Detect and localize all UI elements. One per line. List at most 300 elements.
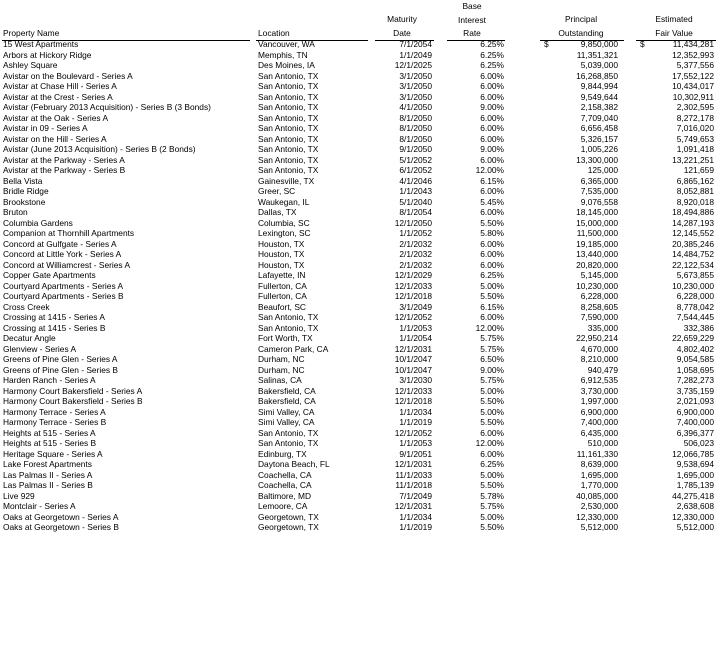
property-name-cell: Brookstone: [3, 196, 46, 207]
table-row: [0, 480, 720, 491]
interest-rate-cell: 5.50%: [480, 291, 504, 301]
maturity-date-cell: 10/1/2047: [394, 364, 432, 375]
maturity-date-cell: 2/1/2032: [399, 249, 432, 259]
principal-cell: 8,639,000: [580, 459, 618, 469]
maturity-date-cell: 8/1/2050: [399, 133, 432, 144]
maturity-date-cell: 1/1/2054: [399, 333, 432, 343]
header-principal-line1: Principal: [564, 14, 598, 24]
location-cell: Fort Worth, TX: [258, 333, 313, 343]
interest-rate-cell: 5.50%: [480, 396, 504, 406]
fair-value-cell: 6,396,377: [676, 427, 714, 438]
property-name-cell: Decatur Angle: [3, 333, 56, 343]
fair-value-cell: 12,330,000: [672, 511, 714, 522]
interest-rate-cell: 5.50%: [480, 417, 504, 427]
principal-cell: 8,258,605: [580, 301, 618, 312]
location-cell: Simi Valley, CA: [258, 406, 315, 417]
maturity-date-cell: 9/1/2051: [399, 448, 432, 459]
table-row: [0, 522, 720, 533]
table-row: [0, 417, 720, 428]
table-row: [0, 102, 720, 113]
header-property-name: Property Name: [3, 28, 60, 38]
fair-value-cell: 6,228,000: [676, 291, 714, 301]
maturity-date-cell: 5/1/2052: [399, 154, 432, 165]
principal-cell: 4,670,000: [580, 343, 618, 354]
location-cell: San Antonio, TX: [258, 154, 319, 165]
interest-rate-cell: 6.25%: [480, 39, 504, 49]
principal-cell: 6,435,000: [580, 427, 618, 438]
location-cell: Lafayette, IN: [258, 270, 306, 280]
table-row: [0, 281, 720, 292]
maturity-date-cell: 1/1/2049: [399, 49, 432, 60]
property-name-cell: Courtyard Apartments - Series A: [3, 280, 124, 291]
interest-rate-cell: 9.00%: [480, 364, 504, 375]
location-cell: Coachella, CA: [258, 480, 312, 490]
principal-cell: 9,549,644: [580, 91, 618, 102]
header-location: Location: [258, 28, 290, 38]
fair-value-cell: 5,377,556: [676, 60, 714, 70]
table-row: [0, 123, 720, 134]
principal-cell: 6,912,535: [580, 375, 618, 385]
interest-rate-cell: 6.00%: [480, 154, 504, 165]
property-name-cell: Harmony Terrace - Series B: [3, 417, 107, 427]
table-row: [0, 449, 720, 460]
property-name-cell: Concord at Williamcrest - Series A: [3, 259, 131, 270]
interest-rate-cell: 6.00%: [480, 238, 504, 249]
property-name-cell: Las Palmas II - Series A: [3, 469, 93, 480]
location-cell: San Antonio, TX: [258, 322, 319, 333]
table-row: [0, 270, 720, 281]
maturity-date-cell: 12/1/2031: [394, 343, 432, 354]
property-name-cell: Oaks at Georgetown - Series A: [3, 511, 119, 522]
fair-value-cell: 12,352,993: [672, 49, 714, 60]
location-cell: Cameron Park, CA: [258, 343, 329, 354]
table-row: [0, 165, 720, 176]
maturity-date-cell: 12/1/2052: [394, 312, 432, 322]
fair-value-cell: 13,221,251: [672, 154, 714, 165]
fair-value-cell: 7,400,000: [676, 417, 714, 427]
fair-value-cell: 18,494,886: [672, 207, 714, 217]
principal-cell: 6,656,458: [580, 123, 618, 133]
table-row: [0, 407, 720, 418]
location-cell: San Antonio, TX: [258, 112, 319, 123]
maturity-date-cell: 12/1/2031: [394, 459, 432, 469]
location-cell: Beaufort, SC: [258, 301, 306, 312]
property-name-cell: Montclair - Series A: [3, 501, 76, 511]
maturity-date-cell: 12/1/2052: [394, 427, 432, 438]
maturity-date-cell: 1/1/2053: [399, 438, 432, 448]
interest-rate-cell: 5.00%: [480, 469, 504, 480]
location-cell: San Antonio, TX: [258, 102, 319, 112]
property-name-cell: Oaks at Georgetown - Series B: [3, 522, 119, 532]
property-name-cell: Avistar at the Parkway - Series A: [3, 154, 125, 165]
table-row: [0, 333, 720, 344]
interest-rate-cell: 6.00%: [480, 207, 504, 217]
location-cell: Durham, NC: [258, 354, 305, 364]
location-cell: Fullerton, CA: [258, 280, 307, 291]
interest-rate-cell: 6.15%: [480, 301, 504, 312]
maturity-date-cell: 12/1/2050: [394, 217, 432, 228]
maturity-date-cell: 2/1/2032: [399, 238, 432, 249]
fair-value-cell: 5,673,855: [676, 270, 714, 280]
location-cell: Daytona Beach, FL: [258, 459, 330, 469]
location-cell: Georgetown, TX: [258, 511, 319, 522]
principal-cell: 9,076,558: [580, 196, 618, 207]
fair-value-cell: 7,282,273: [676, 375, 714, 385]
fair-value-cell: 44,275,418: [672, 490, 714, 501]
property-name-cell: Courtyard Apartments - Series B: [3, 291, 124, 301]
header-maturity-line1: Maturity: [387, 14, 417, 24]
property-name-cell: 15 West Apartments: [3, 39, 79, 49]
principal-cell: 10,230,000: [576, 280, 618, 291]
header-fair-line1: Estimated: [655, 14, 693, 24]
interest-rate-cell: 5.75%: [480, 343, 504, 354]
principal-cell: 510,000: [587, 438, 618, 448]
location-cell: Houston, TX: [258, 249, 305, 259]
fair-value-cell: 9,054,585: [676, 354, 714, 364]
principal-cell: 5,326,157: [580, 133, 618, 144]
maturity-date-cell: 3/1/2050: [399, 70, 432, 81]
interest-rate-cell: 6.25%: [480, 459, 504, 469]
interest-rate-cell: 6.00%: [480, 312, 504, 322]
property-name-cell: Arbors at Hickory Ridge: [3, 49, 92, 60]
interest-rate-cell: 6.00%: [480, 427, 504, 438]
maturity-date-cell: 11/1/2018: [395, 480, 432, 490]
interest-rate-cell: 9.00%: [480, 144, 504, 154]
maturity-date-cell: 12/1/2018: [394, 291, 432, 301]
table-row: [0, 354, 720, 365]
property-name-cell: Avistar (February 2013 Acquisition) - Series B (3 Bonds): [3, 102, 211, 112]
fair-value-cell: 10,434,017: [672, 81, 714, 91]
interest-rate-cell: 6.25%: [480, 60, 504, 70]
fair-value-cell: 332,386: [683, 322, 714, 333]
location-cell: Houston, TX: [258, 238, 305, 249]
interest-rate-cell: 6.00%: [480, 91, 504, 102]
fair-value-cell: 8,272,178: [676, 112, 714, 123]
header-maturity-line2: Date: [393, 27, 411, 38]
location-cell: Greer, SC: [258, 186, 296, 196]
interest-rate-cell: 6.00%: [480, 81, 504, 91]
location-cell: Simi Valley, CA: [258, 417, 315, 427]
property-name-cell: Heights at 515 - Series B: [3, 438, 97, 448]
interest-rate-cell: 6.00%: [480, 186, 504, 196]
table-row: [0, 291, 720, 302]
maturity-date-cell: 5/1/2040: [399, 196, 432, 207]
maturity-date-cell: 3/1/2030: [399, 375, 432, 385]
table-row: [0, 113, 720, 124]
interest-rate-cell: 5.50%: [480, 522, 504, 532]
table-row: [0, 501, 720, 512]
table-row: [0, 50, 720, 61]
property-name-cell: Harmony Court Bakersfield - Series B: [3, 396, 143, 406]
location-cell: Edinburg, TX: [258, 448, 307, 459]
location-cell: San Antonio, TX: [258, 427, 319, 438]
fair-value-cell: 2,302,595: [676, 102, 714, 112]
location-cell: Columbia, SC: [258, 217, 310, 228]
property-name-cell: Harden Ranch - Series A: [3, 375, 96, 385]
table-row: [0, 197, 720, 208]
principal-cell: 11,351,321: [576, 49, 618, 60]
interest-rate-cell: 6.50%: [480, 354, 504, 364]
location-cell: Dallas, TX: [258, 207, 297, 217]
property-name-cell: Greens of Pine Glen - Series A: [3, 354, 118, 364]
property-name-cell: Avistar in 09 - Series A: [3, 123, 88, 133]
fair-value-cell: 8,778,042: [676, 301, 714, 312]
fair-value-cell: 5,512,000: [676, 522, 714, 532]
maturity-date-cell: 8/1/2050: [399, 112, 432, 123]
table-row: [0, 144, 720, 155]
property-name-cell: Companion at Thornhill Apartments: [3, 228, 135, 238]
interest-rate-cell: 6.00%: [480, 249, 504, 259]
principal-cell: 7,590,000: [580, 312, 618, 322]
maturity-date-cell: 7/1/2049: [399, 490, 432, 501]
maturity-date-cell: 8/1/2054: [399, 207, 432, 217]
location-cell: Lexington, SC: [258, 228, 311, 238]
interest-rate-cell: 5.00%: [480, 280, 504, 291]
location-cell: Georgetown, TX: [258, 522, 319, 532]
location-cell: San Antonio, TX: [258, 165, 319, 175]
fair-value-cell: 7,544,445: [676, 312, 714, 322]
table-row: [0, 71, 720, 82]
location-cell: Durham, NC: [258, 364, 305, 375]
table-row: [0, 386, 720, 397]
property-name-cell: Greens of Pine Glen - Series B: [3, 364, 118, 375]
fair-value-cell: 20,385,246: [672, 238, 714, 249]
principal-cell: 20,820,000: [576, 259, 618, 270]
fair-value-cell: 9,538,694: [676, 459, 714, 469]
principal-cell: 13,300,000: [576, 154, 618, 165]
fair-value-cell: 17,552,122: [672, 70, 714, 81]
maturity-date-cell: 3/1/2050: [399, 91, 432, 102]
table-header: [0, 0, 720, 40]
header-rate-line3: Rate: [463, 28, 481, 38]
location-cell: San Antonio, TX: [258, 144, 319, 154]
property-name-cell: Crossing at 1415 - Series B: [3, 322, 106, 333]
location-cell: Salinas, CA: [258, 375, 302, 385]
table-row: [0, 155, 720, 166]
fair-value-cell: 6,865,162: [676, 175, 714, 186]
principal-cell: 5,039,000: [580, 60, 618, 70]
maturity-date-cell: 12/1/2029: [394, 270, 432, 280]
property-name-cell: Harmony Court Bakersfield - Series A: [3, 385, 143, 396]
property-name-cell: Heritage Square - Series A: [3, 448, 103, 459]
property-name-cell: Avistar at the Oak - Series A: [3, 112, 109, 123]
interest-rate-cell: 12.00%: [475, 438, 504, 448]
interest-rate-cell: 6.25%: [480, 270, 504, 280]
fair-value-cell: 1,785,139: [676, 480, 714, 490]
interest-rate-cell: 5.75%: [480, 375, 504, 385]
fair-value-cell: 8,052,881: [676, 186, 714, 196]
location-cell: San Antonio, TX: [258, 312, 319, 322]
table-row: [0, 438, 720, 449]
interest-rate-cell: 6.15%: [480, 175, 504, 186]
fair-value-cell: 1,058,695: [676, 364, 714, 375]
location-cell: San Antonio, TX: [258, 70, 319, 81]
interest-rate-cell: 6.00%: [480, 70, 504, 81]
maturity-date-cell: 7/1/2054: [399, 39, 432, 49]
property-name-cell: Columbia Gardens: [3, 217, 73, 228]
maturity-date-cell: 2/1/2032: [399, 259, 432, 270]
principal-cell: 1,695,000: [580, 469, 618, 480]
property-name-cell: Harmony Terrace - Series A: [3, 406, 106, 417]
fair-value-cell: 1,695,000: [676, 469, 714, 480]
fair-value-cell: 10,302,911: [672, 91, 714, 102]
table-row: [0, 365, 720, 376]
interest-rate-cell: 12.00%: [475, 165, 504, 175]
fair-value-cell: 10,230,000: [672, 280, 714, 291]
table-row: [0, 396, 720, 407]
table-body: [0, 39, 720, 533]
interest-rate-cell: 6.00%: [480, 448, 504, 459]
principal-cell: 9,850,000: [580, 39, 618, 49]
table-row: [0, 344, 720, 355]
maturity-date-cell: 12/1/2018: [394, 396, 432, 406]
interest-rate-cell: 5.50%: [480, 217, 504, 228]
principal-cell: 1,770,000: [580, 480, 618, 490]
interest-rate-cell: 6.00%: [480, 123, 504, 133]
interest-rate-cell: 5.78%: [480, 490, 504, 501]
fair-value-cell: 12,066,785: [672, 448, 714, 459]
fair-value-cell: 8,920,018: [676, 196, 714, 207]
principal-cell: 8,210,000: [580, 354, 618, 364]
principal-cell: 1,005,226: [580, 144, 618, 154]
location-cell: San Antonio, TX: [258, 133, 319, 144]
maturity-date-cell: 12/1/2033: [394, 280, 432, 291]
principal-cell: 2,530,000: [580, 501, 618, 511]
table-row: [0, 459, 720, 470]
fair-value-cell: 2,021,093: [676, 396, 714, 406]
fair-value-cell: 4,802,402: [676, 343, 714, 354]
table-row: [0, 375, 720, 386]
principal-cell: 40,085,000: [576, 490, 618, 501]
property-name-cell: Las Palmas II - Series B: [3, 480, 93, 490]
fair-value-cell: 6,900,000: [676, 406, 714, 417]
property-name-cell: Concord at Little York - Series A: [3, 249, 122, 259]
maturity-date-cell: 1/1/2019: [399, 522, 432, 532]
table-row: [0, 39, 720, 50]
property-name-cell: Cross Creek: [3, 301, 50, 312]
table-row: [0, 239, 720, 250]
table-row: [0, 249, 720, 260]
principal-cell: 2,158,382: [580, 102, 618, 112]
maturity-date-cell: 1/1/2043: [399, 186, 432, 196]
principal-cell: 3,730,000: [580, 385, 618, 396]
principal-cell: 12,330,000: [576, 511, 618, 522]
location-cell: Gainesville, TX: [258, 175, 315, 186]
location-cell: Fullerton, CA: [258, 291, 307, 301]
principal-cell: 6,365,000: [580, 175, 618, 186]
interest-rate-cell: 5.80%: [480, 228, 504, 238]
maturity-date-cell: 11/1/2033: [395, 469, 432, 480]
maturity-date-cell: 12/1/2031: [394, 501, 432, 511]
property-name-cell: Live 929: [3, 490, 35, 501]
location-cell: San Antonio, TX: [258, 438, 319, 448]
maturity-date-cell: 12/1/2033: [394, 385, 432, 396]
property-name-cell: Bella Vista: [3, 175, 43, 186]
fair-value-currency-symbol: $: [640, 39, 645, 49]
principal-cell: 6,900,000: [580, 406, 618, 417]
location-cell: Bakersfield, CA: [258, 385, 316, 396]
maturity-date-cell: 1/1/2053: [399, 322, 432, 333]
interest-rate-cell: 12.00%: [475, 322, 504, 333]
table-row: [0, 186, 720, 197]
principal-cell: 5,145,000: [580, 270, 618, 280]
property-name-cell: Avistar at Chase Hill - Series A: [3, 81, 117, 91]
principal-currency-symbol: $: [544, 39, 549, 49]
principal-cell: 1,997,000: [580, 396, 618, 406]
property-name-cell: Concord at Gulfgate - Series A: [3, 238, 117, 249]
fair-value-cell: 14,484,752: [672, 249, 714, 259]
location-cell: Lemoore, CA: [258, 501, 308, 511]
maturity-date-cell: 1/1/2052: [399, 228, 432, 238]
location-cell: Bakersfield, CA: [258, 396, 316, 406]
maturity-date-cell: 1/1/2034: [399, 511, 432, 522]
interest-rate-cell: 5.00%: [480, 385, 504, 396]
interest-rate-cell: 6.00%: [480, 133, 504, 144]
maturity-date-cell: 8/1/2050: [399, 123, 432, 133]
property-name-cell: Copper Gate Apartments: [3, 270, 96, 280]
maturity-date-cell: 9/1/2050: [399, 144, 432, 154]
header-rate-line1: Base: [462, 1, 482, 11]
table-row: [0, 81, 720, 92]
interest-rate-cell: 5.75%: [480, 333, 504, 343]
fair-value-cell: 3,735,159: [676, 385, 714, 396]
table-row: [0, 512, 720, 523]
property-name-cell: Bridle Ridge: [3, 186, 49, 196]
header-fair-line2: Fair Value: [655, 27, 693, 38]
interest-rate-cell: 5.00%: [480, 511, 504, 522]
principal-cell: 9,844,994: [580, 81, 618, 91]
fair-value-cell: 11,434,281: [672, 39, 714, 49]
interest-rate-cell: 5.50%: [480, 480, 504, 490]
property-name-cell: Heights at 515 - Series A: [3, 427, 96, 438]
table-row: [0, 134, 720, 145]
interest-rate-cell: 6.00%: [480, 259, 504, 270]
maturity-date-cell: 12/1/2025: [394, 60, 432, 70]
principal-cell: 11,161,330: [576, 448, 618, 459]
principal-cell: 6,228,000: [580, 291, 618, 301]
maturity-date-cell: 4/1/2050: [399, 102, 432, 112]
table-row: [0, 312, 720, 323]
principal-cell: 7,400,000: [580, 417, 618, 427]
property-name-cell: Avistar at the Crest - Series A: [3, 91, 113, 102]
interest-rate-cell: 5.00%: [480, 406, 504, 417]
location-cell: San Antonio, TX: [258, 123, 319, 133]
header-rate-line2: Interest: [458, 14, 486, 25]
principal-cell: 11,500,000: [576, 228, 618, 238]
header-principal-line2: Outstanding: [558, 27, 604, 38]
location-cell: Baltimore, MD: [258, 490, 312, 501]
fair-value-cell: 2,638,608: [676, 501, 714, 511]
maturity-date-cell: 6/1/2052: [399, 165, 432, 175]
table-row: [0, 218, 720, 229]
principal-cell: 19,185,000: [576, 238, 618, 249]
maturity-date-cell: 3/1/2050: [399, 81, 432, 91]
property-name-cell: Bruton: [3, 207, 28, 217]
fair-value-cell: 14,287,193: [672, 217, 714, 228]
location-cell: San Antonio, TX: [258, 91, 319, 102]
principal-cell: 7,709,040: [580, 112, 618, 123]
principal-cell: 7,535,000: [580, 186, 618, 196]
maturity-date-cell: 1/1/2019: [399, 417, 432, 427]
table-row: [0, 323, 720, 334]
fair-value-cell: 121,659: [683, 165, 714, 175]
fair-value-cell: 506,023: [683, 438, 714, 448]
table-row: [0, 92, 720, 103]
table-row: [0, 228, 720, 239]
header-maturity-date: [372, 13, 432, 40]
property-name-cell: Crossing at 1415 - Series A: [3, 312, 105, 322]
location-cell: Vancouver, WA: [258, 39, 315, 49]
